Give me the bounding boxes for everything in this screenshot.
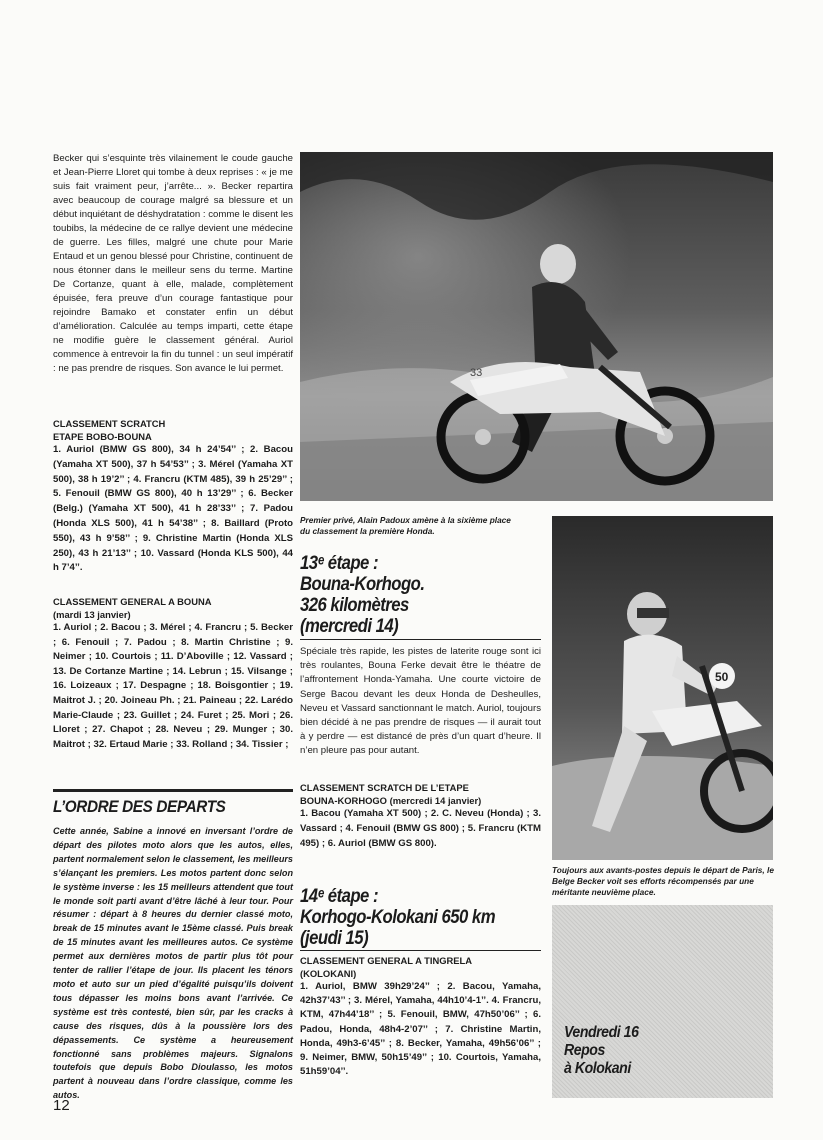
etape14-title-2: Korhogo-Kolokani 650 km <box>300 907 496 928</box>
etape14-title <box>300 886 495 949</box>
etape13-title-3: 326 kilomètres <box>300 595 409 616</box>
scratch-bobo-results: 1. Auriol (BMW GS 800), 34 h 24’54’’ ; 2. Bacou (Yamaha XT 500), 37 h 54’53’’ ; 3. Mérel (Yamaha XT 500), 38 h 19’2’’ ; 4. Francru (KTM 485), 39 h 25’29’’ ; 5. Fenouil (BMW GS 800), 40 h 13’29’’ ; 6. Becker (Belg.) (Yamaha XT 500), 41 h 28’33’’ ; 7. Padou (Honda XLS 500), 41 h 54’38’’ ; 8. Baillard (Proto 550), 43 h 9’58’’ ; 9. Christine Martin (Honda XLS 250), 43 h 21’13’’ ; 10. Vassard (Honda KLS 500), 44 h 7’4’’. <box>53 444 293 574</box>
photo1-caption: Premier privé, Alain Padoux amène à la sixième place du classement la première Honda. <box>300 515 511 536</box>
repos-line-2: Repos <box>564 1042 605 1059</box>
etape14-title-1: 14ᵉ étape : <box>300 886 378 907</box>
etape13-title-1: 13ᵉ étape : <box>300 553 378 574</box>
etape13-title-4: (mercredi 14) <box>300 616 399 637</box>
photo1-plate: 33 <box>470 367 483 379</box>
etape13-scratch-results: 1. Bacou (Yamaha XT 500) ; 2. C. Neveu (Honda) ; 3. Vassard ; 4. Fenouil (BMW GS 800) ; 5. Francru (KTM 495) ; 6. Auriol (BMW GS 800). <box>300 808 541 849</box>
photo-becker <box>552 516 773 860</box>
etape13-text-block <box>300 645 541 759</box>
intro-text: Becker qui s’esquinte très vilainement le coude gauche et Jean-Pierre Lloret qui tombe à deux reprises : « je me suis fait vraiment peur, j’arrête... ». Becker repartira avec beaucoup de courage malgré sa blessure et un début inquiétant de déshydratation : comme le disent les toubibs, la médecine de ce rallye devient une médecine de guerre. Les filles, malgré une chute pour Marie Entaud et un genou blessé pour Christine, continuent de nous étonner dans le meilleur sens du terme. Martine De Cortanze, quant à elle, malade, complètement épuisée, fera preuve d’un courage fantastique pour rejoindre Bamako et constater enfin un début d’amélioration. Calculée au temps imparti, cette étape ne modifie guère le classement général. Auriol commence à entrevoir la fin du tunnel : un seul impératif : ne pas prendre de risques. Son avance le lui permet. <box>53 153 293 374</box>
etape13-title <box>300 553 424 637</box>
etape13-scratch-heading-2: BOUNA-KORHOGO (mercredi 14 janvier) <box>300 794 482 806</box>
general-bouna-results: 1. Auriol ; 2. Bacou ; 3. Mérel ; 4. Francru ; 5. Becker ; 6. Fenouil ; 7. Padou ; 8. Martin Christine ; 9. Neimer ; 10. Courtois ; 11. D’Aboville ; 12. Vassard ; 13. De Cortanze Martine ; 14. Lebrun ; 15. Vilsange ; 16. Loizeaux ; 17. Despagne ; 18. Boisgontier ; 19. Maitrot J. ; 20. Joineau Ph. ; 21. Paineau ; 22. Larédo Marie-Claude ; 23. Guillet ; 24. Furet ; 25. Mori ; 26. Lloret ; 27. Chapot ; 28. Neveu ; 29. Munger ; 30. Maitrot ; 32. Ertaud Marie ; 33. Rolland ; 34. Tissier ; <box>53 622 293 750</box>
ordre-box-title: L’ORDRE DES DEPARTS <box>53 797 226 816</box>
general-bouna-heading: CLASSEMENT GENERAL A BOUNA <box>53 596 212 607</box>
etape14-section <box>300 955 541 1079</box>
etape14-title-3: (jeudi 15) <box>300 928 369 949</box>
etape14-heading-2: (KOLOKANI) <box>300 967 357 979</box>
general-bouna-section <box>53 596 293 752</box>
etape13-title-2: Bouna-Korhogo. <box>300 574 425 595</box>
repos-line-3: à Kolokani <box>564 1060 631 1077</box>
etape14-results: 1. Auriol, BMW 39h29’24’’ ; 2. Bacou, Yamaha, 42h37’43’’ ; 3. Mérel, Yamaha, 44h10’4-1’’. 4. Francru, KTM, 47h44’18’’ ; 5. Fenouil, BMW, 47h50’06’’ ; 6. Padou, Honda, 48h4-2’07’’ ; 7. Christine Martin, Honda, 49h3-6’45’’ ; 8. Becker, Yamaha, 49h56’06’’ ; 9. Neimer, BMW, 50h15’49’’ ; 10. Courtois, Yamaha, 51h59’04’’. <box>300 981 541 1078</box>
scratch-bobo-section <box>53 418 293 576</box>
scratch-bobo-heading-2: ETAPE BOBO-BOUNA <box>53 430 152 442</box>
etape14-rule <box>300 950 541 951</box>
ordre-box-text: Cette année, Sabine a innové en inversant l’ordre de départ des pilotes moto alors que les autos, elles, partent normalement selon le classement, les meilleurs s’élançant les premiers. Les motos partent donc selon le système inverse : les 15 meilleurs attendent que tout le monde soit parti avant d’être lâché à leur tour. Pour résumer : départ à 8 heures du dernier classé moto, break de 15 minutes avant le 15ème classé. Puis break de 15 minutes avant les meilleures autos. Ce système permet aux dernières motos de partir plus tôt pour tenter de rallier l’étape de jour. Ils placent les ténors moto et auto sur un pied d’égalité puisqu’ils doivent tous dépasser les moins bons avant l’arrivée. Ce système est très contesté, bien sûr, par les cracks à cause des risques, dûs à la poussière lors des dépassements. Ce système a heureusement fonctionné sans problèmes majeurs. Signalons toutefois que depuis Bobo Dioulasso, les motos partent à nouveau dans l’ordre classique, comme les autos. <box>53 826 293 1101</box>
scratch-bobo-heading-1: CLASSEMENT SCRATCH <box>53 418 166 429</box>
ordre-box-top-rule <box>53 789 293 792</box>
etape13-text: Spéciale très rapide, les pistes de laterite rouge sont ici très roulantes, Bouna Ferke devait être le théatre de l’affrontement Honda-Yamaha. Une courte victoire de Serge Bacou devant les deux Honda de Desheulles, Neveu et Vassard sanctionnant le match. Auriol, toujours bien décidé à ne pas prendre de risques — il aurait tout à y perdre — est distancé de près d’un quart d’heure. Il n’en pleure pas pour autant. <box>300 646 541 757</box>
etape14-heading-1: CLASSEMENT GENERAL A TINGRELA <box>300 955 473 966</box>
intro-paragraph <box>53 152 293 376</box>
page-number: 12 <box>53 1097 70 1114</box>
photo2-caption: Toujours aux avants-postes depuis le départ de Paris, le Belge Becker voit ses efforts récompensés par une méritante neuvième place. <box>552 865 774 897</box>
etape13-scratch-section <box>300 782 541 851</box>
photo2-plate: 50 <box>715 670 729 684</box>
repos-line-1: Vendredi 16 <box>564 1024 639 1041</box>
photo-padoux <box>300 152 773 501</box>
general-bouna-date: (mardi 13 janvier) <box>53 608 131 620</box>
etape13-rule <box>300 639 541 640</box>
repos-title <box>564 1024 638 1078</box>
etape13-scratch-heading-1: CLASSEMENT SCRATCH DE L’ETAPE <box>300 782 469 793</box>
